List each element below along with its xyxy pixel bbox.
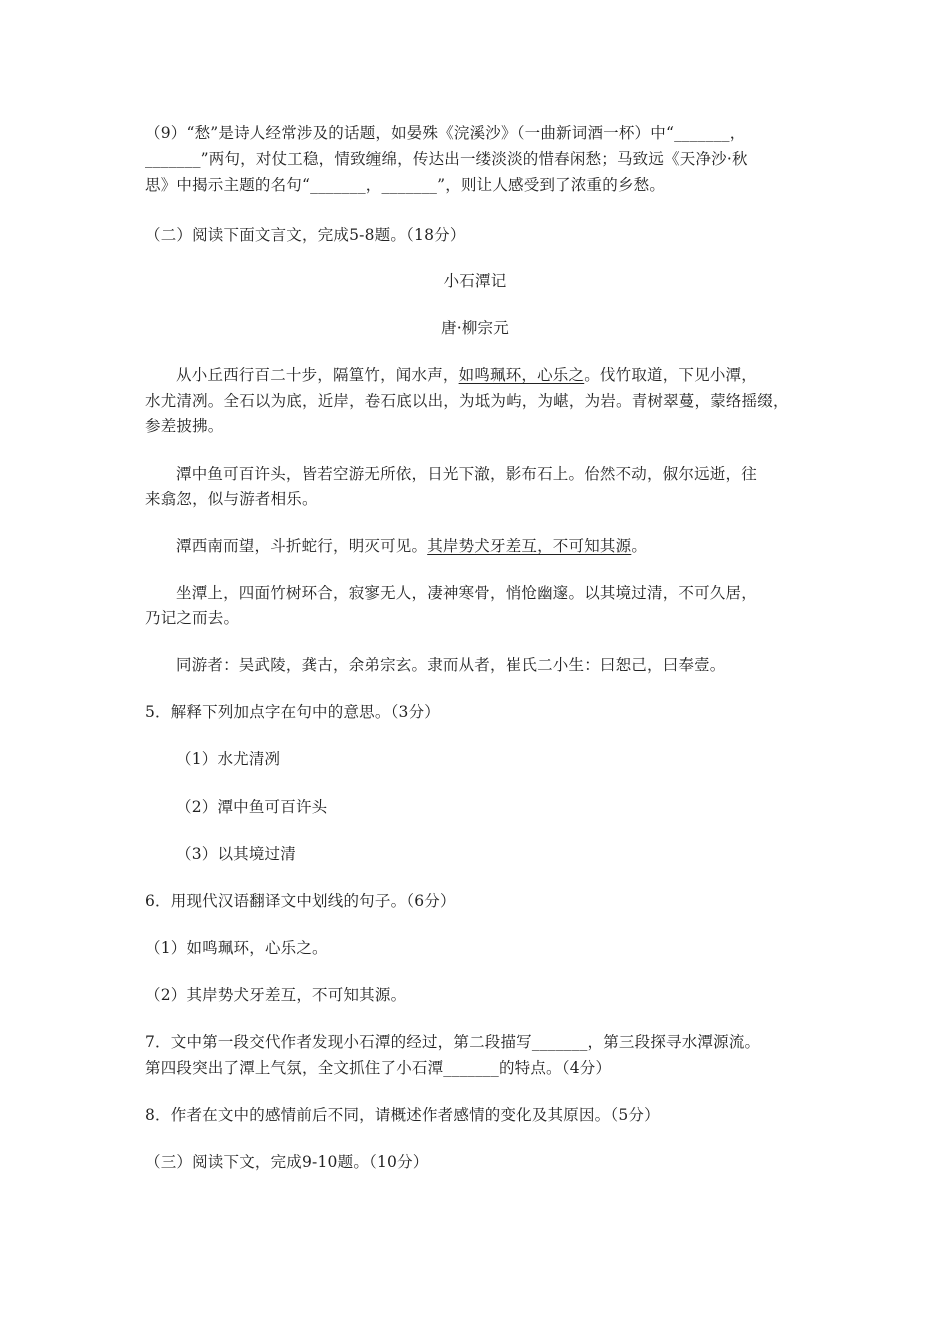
section-3-heading: （三）阅读下文，完成9-10题。（10分） [145,1153,429,1171]
passage-p4-line-2: 乃记之而去。 [145,609,240,627]
passage-p3-text: 潭西南而望，斗折蛇行，明灭可见。 [176,537,428,555]
underlined-sentence-1: 如鸣珮环，心乐之 [458,366,585,384]
q8-stem: 8．作者在文中的感情前后不同，请概述作者感情的变化及其原因。（5分） [145,1106,660,1124]
q5-item-1: （1）水尤清冽 [176,750,281,768]
passage-p1-text: 从小丘西行百二十步，隔篁竹，闻水声， [176,366,459,384]
underlined-sentence-2: 其岸势犬牙差互，不可知其源 [427,537,632,555]
passage-title: 小石潭记 [443,272,507,290]
q7-line-1: 7．文中第一段交代作者发现小石潭的经过，第二段描写_______，第三段探寻水潭源流。 [145,1033,761,1051]
passage-p3-line-1 [176,533,647,559]
passage-p4-line-1: 坐潭上，四面竹树环合，寂寥无人，凄神寒骨，悄怆幽邃。以其境过清，不可久居， [176,584,757,602]
q5-item-2: （2）潭中鱼可百许头 [176,798,328,816]
passage-p1-text: 。伐竹取道，下见小潭， [584,366,757,384]
q9-line-1: （9）“愁”是诗人经常涉及的话题，如晏殊《浣溪沙》（一曲新词酒一杯）中“_______， [145,124,746,142]
q6-item-1: （1）如鸣珮环，心乐之。 [145,939,328,957]
q6-item-2: （2）其岸势犬牙差互，不可知其源。 [145,986,407,1004]
section-2-heading: （二）阅读下面文言文，完成5-8题。（18分） [145,226,466,244]
passage-p1-line-3: 参差披拂。 [145,417,224,435]
passage-p3-text: 。 [631,537,648,555]
passage-p2-line-2: 来翕忽，似与游者相乐。 [145,490,318,508]
passage-p1-line-2: 水尤清冽。全石以为底，近岸，卷石底以出，为坻为屿，为嵁，为岩。青树翠蔓，蒙络摇缀， [145,392,789,410]
passage-p5-line-1: 同游者：吴武陵，龚古，余弟宗玄。隶而从者，崔氏二小生：曰恕己，曰奉壹。 [176,656,726,674]
q9-line-3: 思》中揭示主题的名句“_______，_______”，则让人感受到了浓重的乡愁。 [145,176,666,194]
q5-stem: 5．解释下列加点字在句中的意思。（3分） [145,703,440,721]
passage-author: 唐·柳宗元 [441,319,509,337]
passage-p2-line-1: 潭中鱼可百许头，皆若空游无所依，日光下澈，影布石上。佁然不动，俶尔远逝，往 [176,465,757,483]
q9-line-2: _______”两句，对仗工稳，情致缠绵，传达出一缕淡淡的惜春闲愁；马致远《天净沙·秋 [145,150,748,168]
q5-item-3: （3）以其境过清 [176,845,296,863]
q6-stem: 6．用现代汉语翻译文中划线的句子。（6分） [145,892,456,910]
passage-p1-line-1 [176,362,757,388]
q7-line-2: 第四段突出了潭上气氛，全文抓住了小石潭_______的特点。（4分） [145,1059,612,1077]
